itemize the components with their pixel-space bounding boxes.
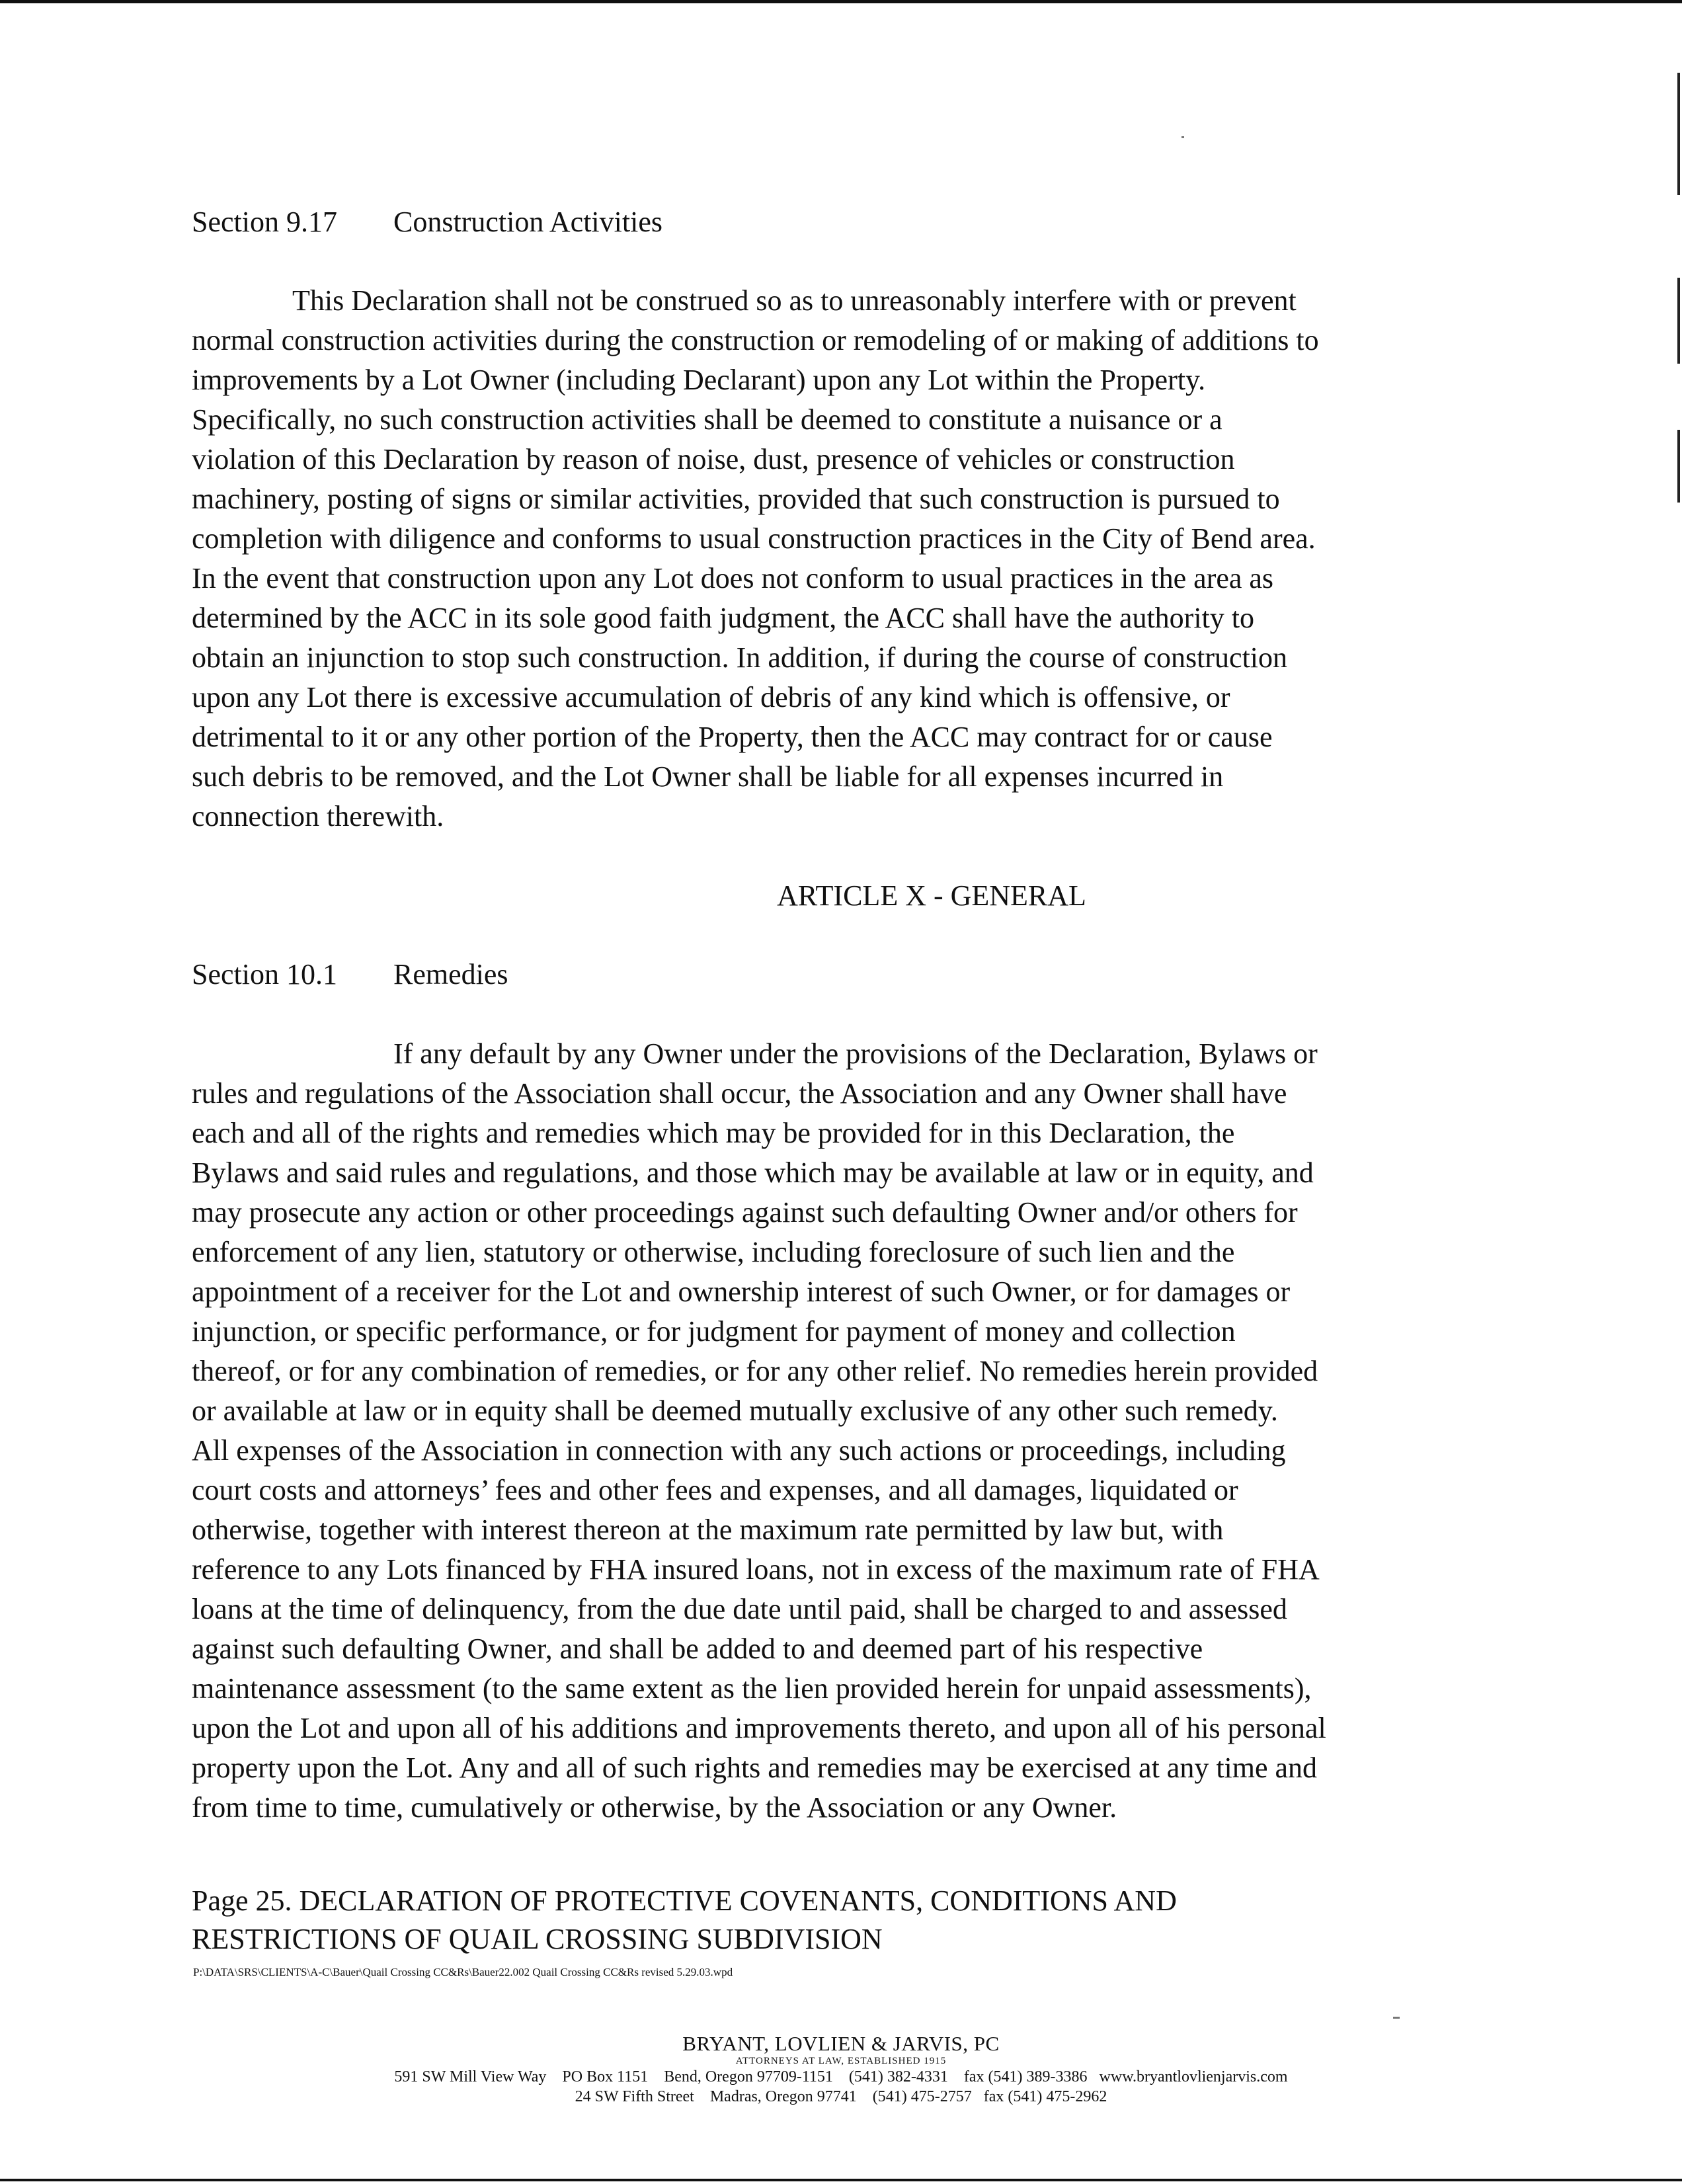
section-10-1-body: If any default by any Owner under the provisions of the Declaration, Bylaws or rules and regulations of the Association shall occur, the Association and any Owner shall have each and all of the rights and remedies which may be provided for in this Declaration, the Bylaws and said rules and regulations, and those which may be available at law or in equity, and may prosecute any action or other proceedings against such defaulting Owner and/or others for enforcement of any lien, statutory or otherwise, including foreclosure of such lien and the appointment of a receiver for the Lot and ownership interest of such Owner, or for damages or injunction, or specific performance, or for judgment for payment of money and collection thereof, or for any combination of remedies, or for any other relief. No remedies herein provided or available at law or in equity shall be deemed mutually exclusive of any other such remedy. All expenses of the Association in connection with any such actions or proceedings, including court costs and attorneys’ fees and other fees and expenses, and all damages, liquidated or otherwise, together with interest thereon at the maximum rate permitted by law but, with reference to any Lots financed by FHA insured loans, not in excess of the maximum rate of FHA loans at the time of delinquency, from the due date until paid, shall be charged to and assessed against such defaulting Owner, and shall be added to and deemed part of his respective maintenance assessment (to the same extent as the lien provided herein for unpaid assessments), upon the Lot and upon all of his additions and improvements thereto, and upon all of his personal property upon the Lot. Any and all of such rights and remedies may be exercised at any time and from time to time, cumulatively or otherwise, by the Association or any Owner.	[192, 1037, 1326, 1824]
right-scan-mark	[1677, 430, 1680, 503]
document-file-path: P:\DATA\SRS\CLIENTS\A-C\Bauer\Quail Crossing CC&Rs\Bauer22.002 Quail Crossing CC&Rs revised 5.29.03.wpd	[193, 1966, 733, 1978]
bottom-scan-edge	[0, 2179, 1682, 2181]
right-scan-mark	[1677, 73, 1680, 195]
scan-speck	[1181, 136, 1184, 138]
firm-address-bend: 591 SW Mill View Way PO Box 1151 Bend, Oregon 97709-1151 (541) 382-4331 fax (541) 389-3386 www.bryantlovlienjarvis.com	[394, 2068, 1288, 2085]
right-scan-mark	[1677, 278, 1680, 364]
section-title: Remedies	[393, 958, 508, 991]
firm-letterhead	[0, 2033, 1682, 2107]
section-9-17-body: This Declaration shall not be construed so as to unreasonably interfere with or prevent normal construction activities during the construction or remodeling of or making of additions to improvements by a Lot Owner (including Declarant) upon any Lot within the Property. Specifically, no such construction activities shall be deemed to constitute a nuisance or a violation of this Declaration by reason of noise, dust, presence of vehicles or construction machinery, posting of signs or similar activities, provided that such construction is pursued to completion with diligence and conforms to usual construction practices in the City of Bend area. In the event that construction upon any Lot does not conform to usual practices in the area as determined by the ACC in its sole good faith judgment, the ACC shall have the authority to obtain an injunction to stop such construction. In addition, if during the course of construction upon any Lot there is excessive accumulation of debris of any kind which is offensive, or detrimental to it or any other portion of the Property, then the ACC may contract for or cause such debris to be removed, and the Lot Owner shall be liable for all expenses incurred in connection therewith.	[192, 284, 1319, 832]
firm-address-madras: 24 SW Fifth Street Madras, Oregon 97741 (541) 475-2757 fax (541) 475-2962	[575, 2088, 1107, 2105]
firm-tagline: ATTORNEYS AT LAW, ESTABLISHED 1915	[735, 2056, 947, 2066]
section-10-1-heading	[192, 955, 508, 994]
article-x-heading: ARTICLE X - GENERAL	[777, 879, 1086, 912]
section-number: Section 10.1	[192, 958, 337, 991]
page-footer-title: Page 25. DECLARATION OF PROTECTIVE COVENANTS, CONDITIONS AND RESTRICTIONS OF QUAIL CROSSING SUBDIVISION	[192, 1884, 1177, 1955]
top-scan-edge	[0, 0, 1682, 3]
section-title: Construction Activities	[393, 206, 662, 238]
firm-name: BRYANT, LOVLIEN & JARVIS, PC	[682, 2032, 1000, 2055]
scan-speck	[1393, 2017, 1400, 2019]
section-number: Section 9.17	[192, 206, 337, 238]
section-9-17-heading	[192, 202, 662, 242]
